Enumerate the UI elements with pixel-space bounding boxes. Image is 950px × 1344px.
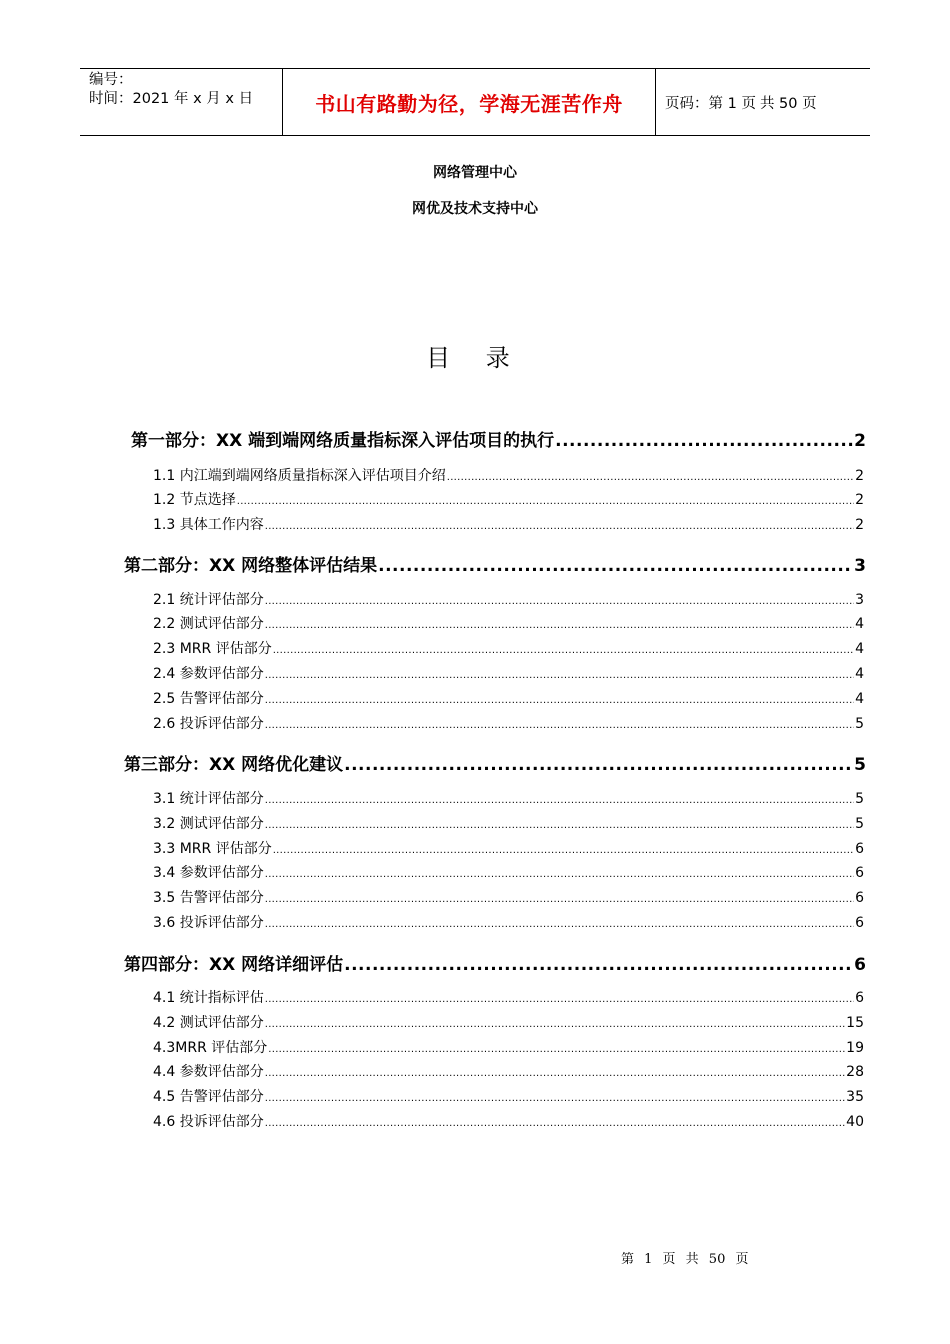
toc-entry-title: 3.6 投诉评估部分 xyxy=(153,915,264,931)
toc-entry-page: 6 xyxy=(855,865,864,881)
toc-entry-title: 3.2 测试评估部分 xyxy=(153,816,264,832)
toc-leader xyxy=(268,1044,845,1055)
toc-entry-4-3[interactable] xyxy=(153,1037,864,1057)
toc-entry-title: 4.6 投诉评估部分 xyxy=(153,1114,264,1130)
toc-entry-title: 1.3 具体工作内容 xyxy=(153,517,264,533)
toc-entry-part-3[interactable] xyxy=(124,750,866,774)
toc-entry-page: 6 xyxy=(854,955,866,975)
toc-entry-2-1[interactable] xyxy=(153,589,864,609)
toc-entry-part-4[interactable] xyxy=(124,950,866,974)
toc-leader xyxy=(265,1093,845,1104)
page-number-label: 页码：第 1 页 xyxy=(665,95,756,112)
toc-entry-page: 4 xyxy=(855,641,864,657)
toc-entry-title: 4.2 测试评估部分 xyxy=(153,1015,264,1031)
toc-leader xyxy=(265,670,854,681)
toc-entry-3-4[interactable] xyxy=(153,862,864,882)
toc-entry-part-2[interactable] xyxy=(124,551,866,575)
toc-entry-page: 3 xyxy=(855,592,864,608)
toc-leader xyxy=(265,994,854,1005)
toc-entry-1-2[interactable] xyxy=(153,489,864,509)
toc-entry-title: 2.3 MRR 评估部分 xyxy=(153,641,272,657)
toc-heading: 目 录 xyxy=(426,344,524,372)
toc-entry-title: 1.1 内江端到端网络质量指标深入评估项目介绍 xyxy=(153,468,446,484)
toc-leader xyxy=(265,919,854,930)
toc-leader xyxy=(265,869,854,880)
toc-entry-title: 3.1 统计评估部分 xyxy=(153,791,264,807)
toc-entry-page: 5 xyxy=(855,791,864,807)
toc-entry-title: 第二部分：XX 网络整体评估结果 xyxy=(124,556,378,576)
toc-leader xyxy=(555,431,853,451)
toc-leader xyxy=(265,820,854,831)
toc-entry-title: 3.5 告警评估部分 xyxy=(153,890,264,906)
toc-entry-page: 6 xyxy=(855,890,864,906)
toc-entry-4-4[interactable] xyxy=(153,1061,864,1081)
toc-leader xyxy=(378,556,853,576)
toc-entry-page: 4 xyxy=(855,616,864,632)
toc-entry-page: 6 xyxy=(855,990,864,1006)
toc-entry-1-3[interactable] xyxy=(153,514,864,534)
toc-entry-page: 5 xyxy=(854,755,866,775)
toc-leader xyxy=(237,496,854,507)
toc-entry-title: 4.3MRR 评估部分 xyxy=(153,1040,268,1056)
toc-entry-page: 2 xyxy=(854,431,866,451)
toc-entry-title: 3.3 MRR 评估部分 xyxy=(153,841,272,857)
header-motto: 书山有路勤为径，学海无涯苦作舟 xyxy=(282,69,656,135)
toc-entry-title: 第四部分：XX 网络详细评估 xyxy=(124,955,344,975)
toc-entry-3-1[interactable] xyxy=(153,788,864,808)
toc-entry-page: 4 xyxy=(855,691,864,707)
toc-entry-3-3[interactable] xyxy=(153,838,864,858)
toc-entry-title: 2.6 投诉评估部分 xyxy=(153,716,264,732)
page-total-label: 共 50 页 xyxy=(759,95,817,112)
time-label: 时间：2021 年 x 月 x 日 xyxy=(89,91,254,107)
toc-entry-3-5[interactable] xyxy=(153,887,864,907)
toc-entry-title: 2.2 测试评估部分 xyxy=(153,616,264,632)
toc-leader xyxy=(447,472,854,483)
toc-entry-page: 2 xyxy=(855,517,864,533)
toc-leader xyxy=(273,645,854,656)
toc-entry-title: 2.5 告警评估部分 xyxy=(153,691,264,707)
toc-entry-title: 3.4 参数评估部分 xyxy=(153,865,264,881)
toc-entry-page: 6 xyxy=(855,841,864,857)
toc-entry-page: 15 xyxy=(846,1015,864,1031)
toc-leader xyxy=(265,596,854,607)
toc-entry-2-4[interactable] xyxy=(153,663,864,683)
code-label: 编号： xyxy=(89,72,133,88)
toc-entry-2-6[interactable] xyxy=(153,713,864,733)
toc-entry-page: 5 xyxy=(855,716,864,732)
toc-leader xyxy=(265,620,854,631)
toc-leader xyxy=(344,755,853,775)
toc-leader xyxy=(265,1068,845,1079)
toc-entry-title: 1.2 节点选择 xyxy=(153,492,236,508)
toc-entry-page: 19 xyxy=(846,1040,864,1056)
toc-entry-page: 5 xyxy=(855,816,864,832)
toc-entry-title: 4.4 参数评估部分 xyxy=(153,1064,264,1080)
toc-leader xyxy=(265,521,854,532)
toc-entry-title: 2.1 统计评估部分 xyxy=(153,592,264,608)
toc-entry-part-1[interactable] xyxy=(131,426,866,450)
toc-leader xyxy=(265,1019,845,1030)
page-footer: 第 1 页 共 50 页 xyxy=(621,1252,749,1267)
org-title-2: 网优及技术支持中心 xyxy=(412,201,538,217)
toc-entry-title: 第一部分：XX 端到端网络质量指标深入评估项目的执行 xyxy=(131,431,555,451)
toc-entry-page: 2 xyxy=(855,468,864,484)
toc-entry-page: 40 xyxy=(846,1114,864,1130)
toc-entry-page: 6 xyxy=(855,915,864,931)
toc-leader xyxy=(265,720,854,731)
toc-leader xyxy=(265,695,854,706)
org-title-1: 网络管理中心 xyxy=(433,165,517,181)
toc-entry-4-6[interactable] xyxy=(153,1111,864,1131)
toc-entry-3-2[interactable] xyxy=(153,813,864,833)
toc-leader xyxy=(265,795,854,806)
toc-entry-title: 第三部分：XX 网络优化建议 xyxy=(124,755,344,775)
toc-entry-page: 2 xyxy=(855,492,864,508)
toc-entry-title: 4.1 统计指标评估 xyxy=(153,990,264,1006)
toc-entry-title: 2.4 参数评估部分 xyxy=(153,666,264,682)
toc-leader xyxy=(273,845,854,856)
toc-entry-2-2[interactable] xyxy=(153,613,864,633)
toc-entry-4-2[interactable] xyxy=(153,1012,864,1032)
toc-entry-4-5[interactable] xyxy=(153,1086,864,1106)
toc-entry-4-1[interactable] xyxy=(153,987,864,1007)
toc-entry-3-6[interactable] xyxy=(153,912,864,932)
toc-leader xyxy=(265,894,854,905)
toc-entry-page: 35 xyxy=(846,1089,864,1105)
toc-entry-page: 28 xyxy=(846,1064,864,1080)
toc-entry-page: 3 xyxy=(854,556,866,576)
toc-entry-2-5[interactable] xyxy=(153,688,864,708)
toc-entry-page: 4 xyxy=(855,666,864,682)
toc-leader xyxy=(265,1118,845,1129)
toc-entry-1-1[interactable] xyxy=(153,465,864,485)
toc-entry-title: 4.5 告警评估部分 xyxy=(153,1089,264,1105)
toc-leader xyxy=(344,955,853,975)
toc-entry-2-3[interactable] xyxy=(153,638,864,658)
